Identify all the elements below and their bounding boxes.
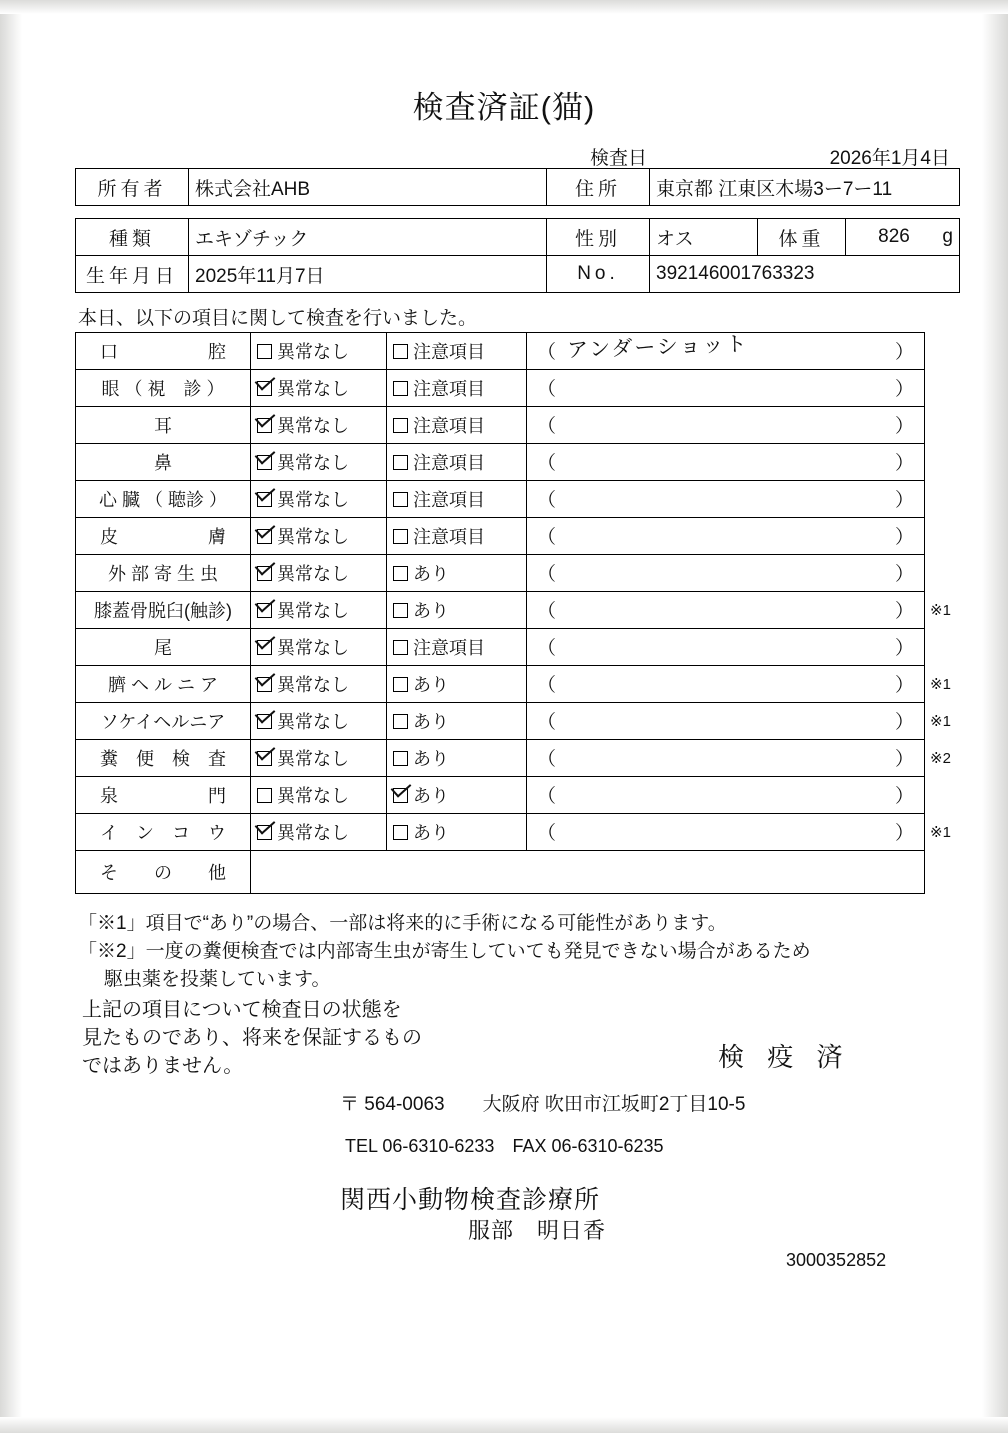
checklist-remark-field[interactable] — [527, 703, 925, 740]
checklist-option-normal-label: 異常なし — [277, 712, 349, 732]
checklist-option-normal-label: 異常なし — [277, 342, 349, 362]
checklist-option-normal[interactable] — [251, 555, 387, 592]
other-value[interactable] — [251, 851, 925, 894]
checklist-remark-field[interactable] — [527, 666, 925, 703]
sex-label: 性別 — [547, 219, 650, 256]
checkbox-normal[interactable] — [257, 640, 272, 655]
checklist-item-label: ソケイヘルニア — [76, 703, 251, 740]
checklist-remark-field[interactable] — [527, 592, 925, 629]
checklist-option-caution-label: あり — [413, 823, 449, 843]
checklist-option-caution[interactable] — [387, 740, 527, 777]
checklist-option-caution[interactable] — [387, 592, 527, 629]
owner-table — [75, 168, 960, 206]
checklist-footnote-mark: ※1 — [930, 824, 951, 841]
checklist-remark-field[interactable] — [527, 444, 925, 481]
checklist-option-caution-label: あり — [413, 675, 449, 695]
checklist-remark-field[interactable] — [527, 518, 925, 555]
checklist-option-normal-label: 異常なし — [277, 675, 349, 695]
checkbox-normal[interactable] — [257, 492, 272, 507]
checklist-option-caution-label: 注意項目 — [413, 416, 485, 436]
checklist-option-normal[interactable] — [251, 592, 387, 629]
checkbox-normal[interactable] — [257, 751, 272, 766]
checkbox-caution[interactable] — [393, 529, 408, 544]
checklist-item-label: 皮 膚 — [76, 518, 251, 555]
sex-value: オス — [650, 219, 758, 256]
footnote-2: 「※2」一度の糞便検査では内部寄生虫が寄生していても発見できない場合があるため — [78, 941, 811, 962]
checklist-option-normal[interactable] — [251, 777, 387, 814]
checkbox-normal[interactable] — [257, 566, 272, 581]
birth-label: 生年月日 — [76, 256, 189, 293]
checkbox-caution[interactable] — [393, 788, 408, 803]
no-label: No. — [547, 256, 650, 293]
paren-left: （ — [537, 749, 557, 770]
checklist-option-caution-label: あり — [413, 712, 449, 732]
handwritten-remark-oral: アンダーショット — [566, 331, 749, 363]
checkbox-normal[interactable] — [257, 344, 272, 359]
checklist-option-caution-label: あり — [413, 601, 449, 621]
paren-right: ） — [894, 786, 914, 807]
paren-left: （ — [537, 453, 557, 474]
exam-date-value: 2026年1月4日 — [829, 148, 950, 169]
checklist-option-normal-label: 異常なし — [277, 564, 349, 584]
checklist-remark-field[interactable] — [527, 333, 925, 370]
breed-label: 種類 — [76, 219, 189, 256]
checklist-option-normal-label: 異常なし — [277, 823, 349, 843]
checklist-option-caution-label: 注意項目 — [413, 638, 485, 658]
checkbox-caution[interactable] — [393, 751, 408, 766]
checkbox-normal[interactable] — [257, 381, 272, 396]
paren-left: （ — [537, 601, 557, 622]
paren-right: ） — [894, 675, 914, 696]
breed-value: エキゾチック — [189, 219, 547, 256]
checkbox-normal[interactable] — [257, 714, 272, 729]
paren-right: ） — [894, 638, 914, 659]
checklist-option-caution[interactable] — [387, 703, 527, 740]
checklist-other-row — [76, 851, 925, 894]
checklist-option-normal[interactable] — [251, 370, 387, 407]
checklist-option-caution[interactable] — [387, 518, 527, 555]
checklist-item-label: 口 腔 — [76, 333, 251, 370]
paren-right: ） — [894, 823, 914, 844]
checklist-row — [76, 518, 925, 555]
disclaimer-line-1: 上記の項目について検査日の状態を — [82, 999, 402, 1021]
paren-left: （ — [537, 823, 557, 844]
checkbox-normal[interactable] — [257, 825, 272, 840]
weight-value-cell — [846, 219, 960, 256]
checklist-option-caution[interactable] — [387, 555, 527, 592]
animal-info-table — [75, 218, 960, 293]
checklist-option-normal-label: 異常なし — [277, 786, 349, 806]
checkbox-normal[interactable] — [257, 529, 272, 544]
paren-right: ） — [894, 749, 914, 770]
paren-right: ） — [894, 564, 914, 585]
paren-left: （ — [537, 490, 557, 511]
checklist-option-caution[interactable] — [387, 814, 527, 851]
paren-right: ） — [894, 601, 914, 622]
checkbox-caution[interactable] — [393, 603, 408, 618]
checklist-option-normal-label: 異常なし — [277, 379, 349, 399]
checklist-option-normal-label: 異常なし — [277, 453, 349, 473]
paren-left: （ — [537, 638, 557, 659]
checklist-row — [76, 666, 925, 703]
checklist-row — [76, 444, 925, 481]
checklist-option-caution-label: あり — [413, 564, 449, 584]
checklist-item-label: 眼 （ 視 診 ） — [76, 370, 251, 407]
checklist-item-label: 耳 — [76, 407, 251, 444]
checklist-footnote-mark: ※1 — [930, 676, 951, 693]
checklist-option-caution-label: 注意項目 — [413, 342, 485, 362]
checkbox-normal[interactable] — [257, 418, 272, 433]
checklist-option-caution-label: 注意項目 — [413, 490, 485, 510]
intro-note: 本日、以下の項目に関して検査を行いました。 — [78, 308, 478, 329]
checklist-option-caution[interactable] — [387, 777, 527, 814]
paren-left: （ — [537, 527, 557, 548]
checklist-item-label: 臍 ヘ ル ニ ア — [76, 666, 251, 703]
checklist-row — [76, 629, 925, 666]
checklist-item-label: 外 部 寄 生 虫 — [76, 555, 251, 592]
checklist-option-normal-label: 異常なし — [277, 749, 349, 769]
table-row — [76, 169, 960, 206]
checklist-row — [76, 481, 925, 518]
paren-left: （ — [537, 786, 557, 807]
checklist-item-label: 膝蓋骨脱臼(触診) — [76, 592, 251, 629]
checkbox-caution[interactable] — [393, 640, 408, 655]
checklist-row — [76, 333, 925, 370]
checklist-option-caution[interactable] — [387, 666, 527, 703]
checklist-remark-field[interactable] — [527, 814, 925, 851]
paren-left: （ — [537, 712, 557, 733]
address-value: 東京都 江東区木場3ー7ー11 — [650, 169, 960, 206]
checklist-option-caution[interactable] — [387, 629, 527, 666]
footnote-1: 「※1」項目で“あり”の場合、一部は将来的に手術になる可能性があります。 — [78, 913, 727, 934]
paren-right: ） — [894, 712, 914, 733]
checklist-remark-field[interactable] — [527, 481, 925, 518]
checklist-remark-field[interactable] — [527, 555, 925, 592]
paren-right: ） — [894, 379, 914, 400]
checklist-footnote-mark: ※2 — [930, 750, 951, 767]
checklist-remark-field[interactable] — [527, 777, 925, 814]
checklist-row — [76, 555, 925, 592]
checklist-remark-field[interactable] — [527, 370, 925, 407]
checklist-item-label: 鼻 — [76, 444, 251, 481]
paren-right: ） — [894, 527, 914, 548]
checklist-option-caution-label: 注意項目 — [413, 453, 485, 473]
weight-unit: g — [942, 226, 953, 247]
table-row — [76, 219, 960, 256]
checklist-option-normal[interactable] — [251, 444, 387, 481]
checklist-option-normal[interactable] — [251, 814, 387, 851]
disclaimer-line-2: 見たものであり、将来を保証するもの — [82, 1027, 422, 1049]
checkbox-normal[interactable] — [257, 677, 272, 692]
checklist-item-label: イ ン コ ウ — [76, 814, 251, 851]
paren-right: ） — [894, 453, 914, 474]
serial-number: 3000352852 — [786, 1250, 887, 1270]
checkbox-caution[interactable] — [393, 455, 408, 470]
checklist-option-normal-label: 異常なし — [277, 416, 349, 436]
checklist-option-caution[interactable] — [387, 370, 527, 407]
checklist-option-normal[interactable] — [251, 481, 387, 518]
paren-right: ） — [894, 342, 914, 363]
paren-left: （ — [537, 342, 557, 363]
checklist-option-caution[interactable] — [387, 333, 527, 370]
weight-label: 体重 — [758, 219, 846, 256]
checkbox-caution[interactable] — [393, 714, 408, 729]
checklist-option-normal[interactable] — [251, 518, 387, 555]
checklist-row — [76, 740, 925, 777]
checklist-item-label: 糞 便 検 査 — [76, 740, 251, 777]
exam-date-label: 検査日 — [590, 148, 648, 169]
checklist-option-normal[interactable] — [251, 703, 387, 740]
checkbox-normal[interactable] — [257, 603, 272, 618]
table-row — [76, 256, 960, 293]
checklist-option-caution[interactable] — [387, 444, 527, 481]
checklist-row — [76, 592, 925, 629]
paren-right: ） — [894, 490, 914, 511]
checklist-option-normal[interactable] — [251, 666, 387, 703]
checklist-option-normal-label: 異常なし — [277, 601, 349, 621]
owner-label: 所有者 — [76, 169, 189, 206]
checklist-row — [76, 370, 925, 407]
checklist-item-label: 心 臓 （ 聴診 ） — [76, 481, 251, 518]
paren-left: （ — [537, 564, 557, 585]
footnote-2b: 駆虫薬を投薬しています。 — [104, 969, 331, 990]
checklist-option-caution-label: 注意項目 — [413, 379, 485, 399]
checkbox-caution[interactable] — [393, 492, 408, 507]
checklist-footnote-mark: ※1 — [930, 602, 951, 619]
checkbox-caution[interactable] — [393, 381, 408, 396]
checkbox-normal[interactable] — [257, 455, 272, 470]
checklist-option-caution-label: 注意項目 — [413, 527, 485, 547]
clinic-tel-fax: TEL 06-6310-6233 FAX 06-6310-6235 — [345, 1136, 664, 1156]
no-value: 392146001763323 — [650, 256, 960, 293]
checkbox-normal[interactable] — [257, 788, 272, 803]
doctor-name: 服部 明日香 — [468, 1218, 607, 1243]
clinic-name: 関西小動物検査診療所 — [340, 1186, 601, 1214]
paren-left: （ — [537, 379, 557, 400]
quarantine-stamp: 検 疫 済 — [718, 1042, 851, 1072]
checklist-option-caution[interactable] — [387, 481, 527, 518]
checklist-option-normal-label: 異常なし — [277, 490, 349, 510]
checklist-row — [76, 703, 925, 740]
checklist-remark-field[interactable] — [527, 407, 925, 444]
other-label: そ の 他 — [76, 851, 251, 894]
checkbox-caution[interactable] — [393, 566, 408, 581]
checklist-option-caution[interactable] — [387, 407, 527, 444]
checklist-option-caution-label: あり — [413, 749, 449, 769]
disclaimer-line-3: ではありません。 — [82, 1055, 244, 1077]
checklist-remark-field[interactable] — [527, 629, 925, 666]
checklist-footnote-mark: ※1 — [930, 713, 951, 730]
paren-right: ） — [894, 416, 914, 437]
checklist-remark-field[interactable] — [527, 740, 925, 777]
checklist-row — [76, 814, 925, 851]
checklist-option-normal-label: 異常なし — [277, 638, 349, 658]
paren-left: （ — [537, 675, 557, 696]
weight-value: 826 — [878, 226, 910, 247]
birth-value: 2025年11月7日 — [189, 256, 547, 293]
checkbox-caution[interactable] — [393, 344, 408, 359]
checklist-option-caution-label: あり — [413, 786, 449, 806]
checklist-row — [76, 777, 925, 814]
address-label: 住所 — [547, 169, 650, 206]
page-title: 検査済証(猫) — [412, 90, 596, 125]
checklist-row — [76, 407, 925, 444]
checkbox-caution[interactable] — [393, 418, 408, 433]
checklist-option-normal[interactable] — [251, 407, 387, 444]
checklist-option-normal[interactable] — [251, 629, 387, 666]
clinic-postal-address: 〒 564-0063 大阪府 吹田市江坂町2丁目10-5 — [340, 1094, 746, 1115]
checklist-table — [75, 332, 925, 894]
checklist-option-normal-label: 異常なし — [277, 527, 349, 547]
disclaimer — [82, 996, 422, 1080]
checkbox-caution[interactable] — [393, 825, 408, 840]
paren-left: （ — [537, 416, 557, 437]
checklist-item-label: 尾 — [76, 629, 251, 666]
checklist-option-normal[interactable] — [251, 740, 387, 777]
owner-value: 株式会社AHB — [189, 169, 547, 206]
checklist-item-label: 泉 門 — [76, 777, 251, 814]
checkbox-caution[interactable] — [393, 677, 408, 692]
checklist-option-normal[interactable] — [251, 333, 387, 370]
